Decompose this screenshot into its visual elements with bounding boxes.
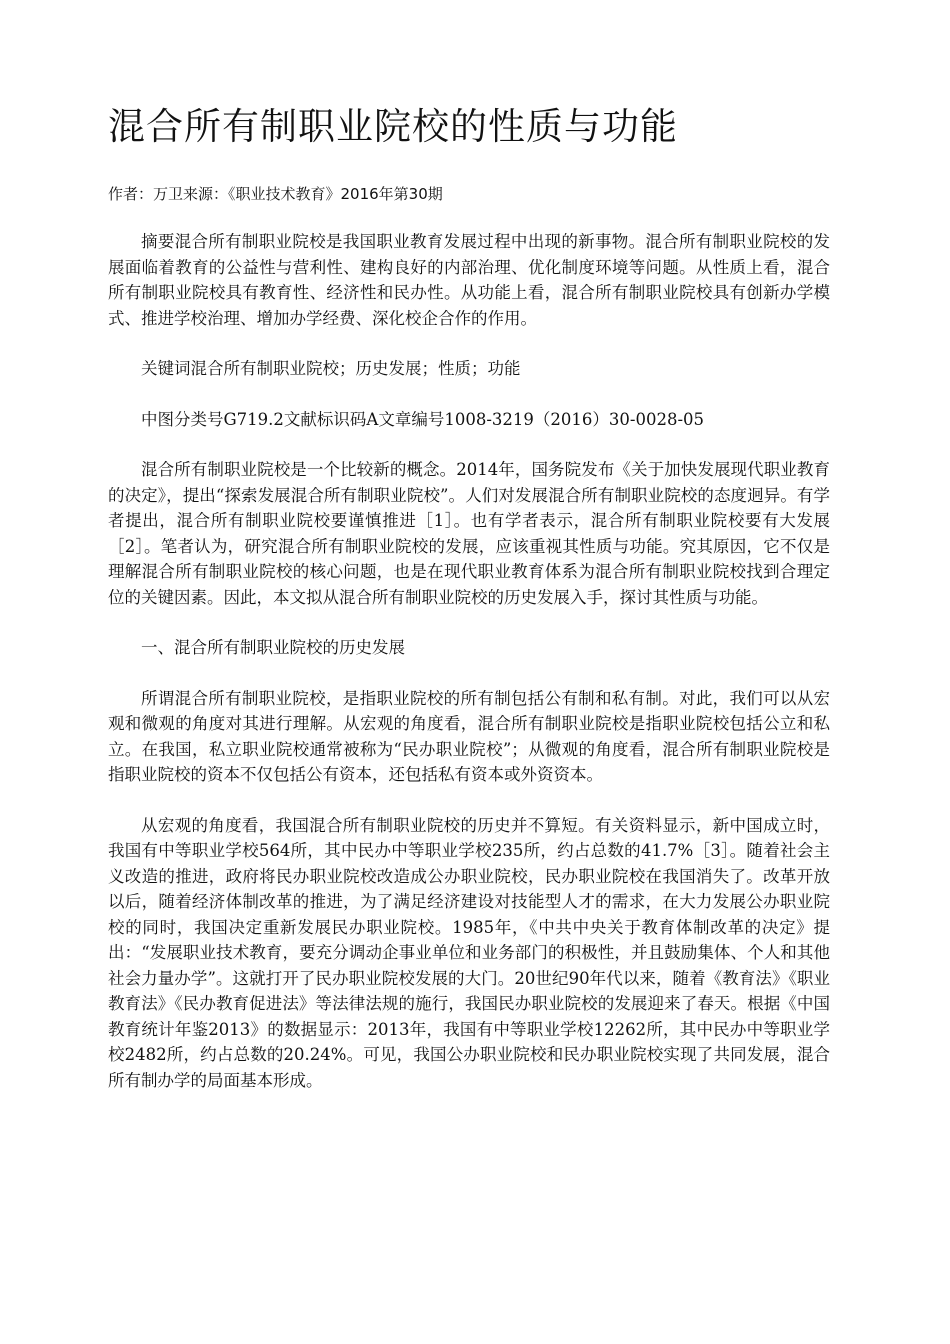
classification-paragraph: 中图分类号G719.2文献标识码A文章编号1008-3219（2016）30-0028-05 xyxy=(141,409,705,429)
body-paragraph: 所谓混合所有制职业院校，是指职业院校的所有制包括公有制和私有制。对此，我们可以从宏观和微观的角度对其进行理解。从宏观的角度看，混合所有制职业院校是指职业院校包括公立和私立。在我国，私立职业院校通常被称为“民办职业院校”；从微观的角度看，混合所有制职业院校是指职业院校的资本不仅包括公有资本，还包括私有资本或外资资本。 xyxy=(108,688,830,784)
article-body xyxy=(108,229,830,1093)
article-title: 混合所有制职业院校的性质与功能 xyxy=(108,105,678,148)
intro-paragraph: 混合所有制职业院校是一个比较新的概念。2014年，国务院发布《关于加快发展现代职业教育的决定》，提出“探索发展混合所有制职业院校”。人们对发展混合所有制职业院校的态度迥异。有学者提出，混合所有制职业院校要谨慎推进［1］。也有学者表示，混合所有制职业院校要有大发展［2］。笔者认为，研究混合所有制职业院校的发展，应该重视其性质与功能。究其原因，它不仅是理解混合所有制职业院校的核心问题，也是在现代职业教育体系为混合所有制职业院校找到合理定位的关键因素。因此，本文拟从混合所有制职业院校的历史发展入手，探讨其性质与功能。 xyxy=(108,460,830,607)
article-meta: 作者：万卫来源：《职业技术教育》2016年第30期 xyxy=(108,185,443,203)
section-heading: 一、混合所有制职业院校的历史发展 xyxy=(141,638,405,657)
body-paragraph: 从宏观的角度看，我国混合所有制职业院校的历史并不算短。有关资料显示，新中国成立时，我国有中等职业学校564所，其中民办中等职业学校235所，约占总数的41.7%［3］。随着社会主义改造的推进，政府将民办职业院校改造成公办职业院校，民办职业院校在我国消失了。改革开放以后，随着经济体制改革的推进，为了满足经济建设对技能型人才的需求，在大力发展公办职业院校的同时，我国决定重新发展民办职业院校。1985年，《中共中央关于教育体制改革的决定》提出：“发展职业技术教育，要充分调动企事业单位和业务部门的积极性，并且鼓励集体、个人和其他社会力量办学”。这就打开了民办职业院校发展的大门。20世纪90年代以来，随着《教育法》《职业教育法》《民办教育促进法》等法律法规的施行，我国民办职业院校的发展迎来了春天。根据《中国教育统计年鉴2013》的数据显示：2013年，我国有中等职业学校12262所，其中民办中等职业学校2482所，约占总数的20.24%。可见，我国公办职业院校和民办职业院校实现了共同发展，混合所有制办学的局面基本形成。 xyxy=(108,815,830,1090)
keywords-paragraph: 关键词混合所有制职业院校；历史发展；性质；功能 xyxy=(141,359,521,378)
abstract-paragraph: 摘要混合所有制职业院校是我国职业教育发展过程中出现的新事物。混合所有制职业院校的发展面临着教育的公益性与营利性、建构良好的内部治理、优化制度环境等问题。从性质上看，混合所有制职业院校具有教育性、经济性和民办性。从功能上看，混合所有制职业院校具有创新办学模式、推进学校治理、增加办学经费、深化校企合作的作用。 xyxy=(108,232,830,328)
